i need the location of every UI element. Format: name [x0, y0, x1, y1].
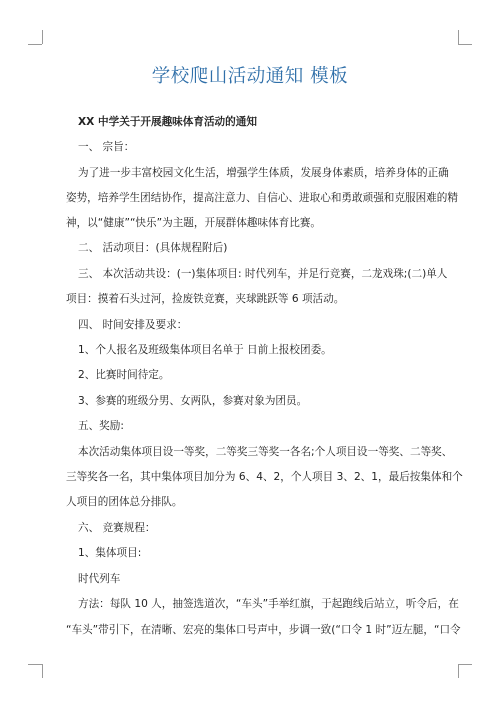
paragraph-line: 项目：摸着石头过河，捡废铁竞赛，夹球跳跃等 6 项活动。 — [66, 293, 345, 305]
document-title: 学校爬山活动通知 模板 — [151, 66, 349, 87]
list-item: 1、个人报名及班级集体项目名单于 日前上报校团委。 — [78, 344, 332, 356]
paragraph-line: 本次活动集体项目设一等奖，二等奖三等奖一各名;个人项目设一等奖、二等奖、 — [78, 446, 453, 458]
paragraph-line: 神，以“健康”“快乐”为主题，开展群体趣味体育比赛。 — [66, 217, 322, 229]
sub-heading: 时代列车 — [78, 573, 121, 585]
paragraph-line: 三、 本次活动共设：(一)集体项目: 时代列车，并足行竞赛，二龙戏珠;(二)单人 — [78, 268, 448, 280]
crop-mark-bottom-right-v — [458, 664, 459, 678]
paragraph-line: 三等奖各一名，其中集体项目加分为 6、4、2，个人项目 3、2、1，最后按集体和个 — [66, 471, 463, 483]
paragraph-line: 方法：每队 10 人，抽签选道次，“车头”手举红旗，于起跑线后站立，听令后，在 — [78, 598, 459, 610]
notice-heading: XX 中学关于开展趣味体育活动的通知 — [78, 116, 257, 128]
section-heading-awards: 五、奖励: — [78, 420, 124, 432]
list-item: 2、比赛时间待定。 — [78, 369, 170, 381]
list-item: 3、参赛的班级分男、女两队，参赛对象为团员。 — [78, 395, 308, 407]
crop-mark-bottom-left-v — [42, 664, 43, 678]
section-heading-purpose: 一、 宗旨： — [78, 141, 135, 153]
crop-mark-top-left-h — [28, 44, 42, 45]
list-item: 1、集体项目: — [78, 547, 142, 559]
crop-mark-bottom-left-h — [28, 664, 42, 665]
section-heading-items: 二、 活动项目：(具体规程附后) — [78, 242, 228, 254]
paragraph-line: 为了进一步丰富校园文化生活，增强学生体质，发展身体素质，培养身体的正确 — [78, 167, 449, 179]
paragraph-line: 人项目的团体总分排队。 — [66, 496, 183, 508]
paragraph-line: 姿势，培养学生团结协作，提高注意力、自信心、进取心和勇敢顽强和克服困难的精 — [66, 192, 458, 204]
crop-mark-top-right-h — [458, 44, 472, 45]
paragraph-line: “车头”带引下，在清晰、宏亮的集体口号声中，步调一致(“口令 1 时”迈左腿，“口令 — [66, 624, 461, 636]
section-heading-schedule: 四、 时间安排及要求： — [78, 319, 188, 331]
crop-mark-top-right-v — [458, 30, 459, 44]
crop-mark-bottom-right-h — [458, 664, 472, 665]
crop-mark-top-left-v — [42, 30, 43, 44]
section-heading-rules: 六、 竞赛规程： — [78, 522, 156, 534]
